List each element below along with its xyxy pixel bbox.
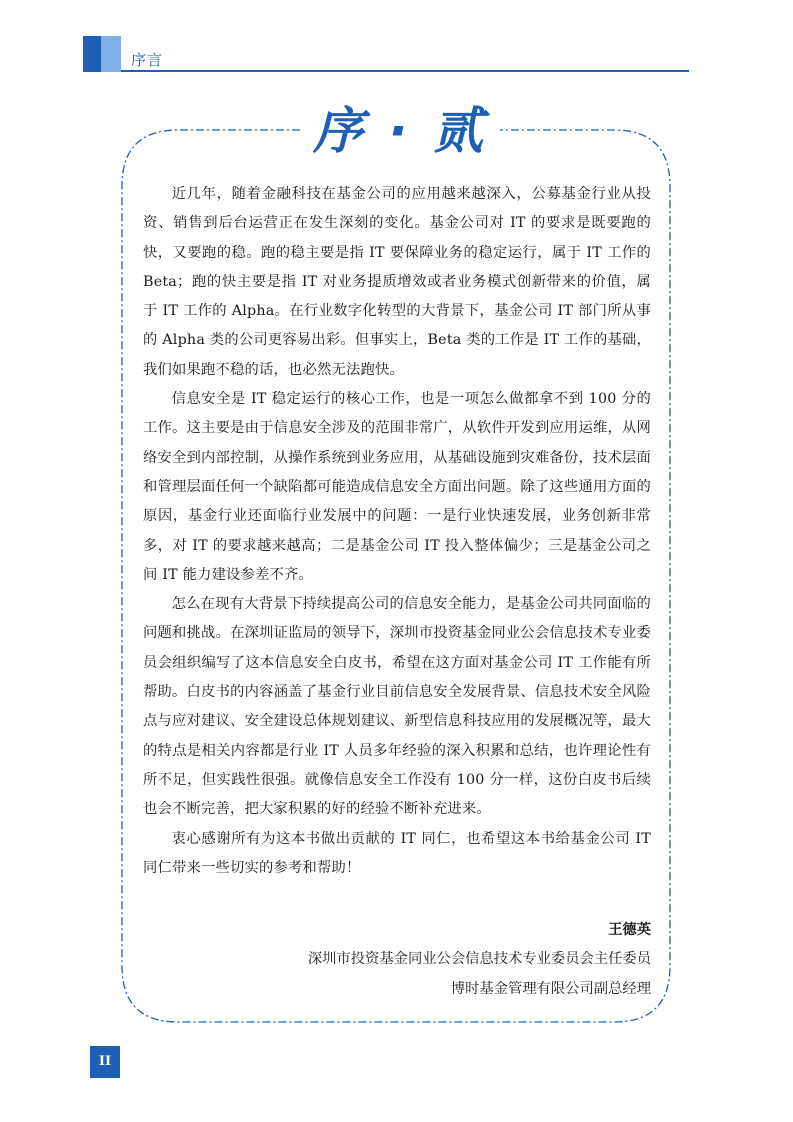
signature-title: 博时基金管理有限公司副总经理 [450, 980, 651, 997]
section-title: 序言 [131, 51, 164, 69]
signature-name: 王德英 [608, 922, 651, 938]
page-number: II [90, 1046, 120, 1078]
paragraph: 衷心感谢所有为这本书做出贡献的 IT 同仁，也希望这本书给基金公司 IT 同仁带来一些切实的参考和帮助！ [143, 830, 651, 876]
paragraph: 怎么在现有大背景下持续提高公司的信息安全能力，是基金公司共同面临的问题和挑战。在深圳证监局的领导下，深圳市投资基金同业公会信息技术专业委员会组织编写了这本信息安全白皮书，希望在这方面对基金公司 IT 工作能有所帮助。白皮书的内容涵盖了基金行业目前信息安全发展背景、信息技术安全风险点与应对建议、安全建设总体规划建议、新型信息科技应用的发展概况等，最大的特点是相关内容都是行业 IT 人员多年经验的深入积累和总结，也许理论性有所不足，但实践性很强。就像信息安全工作没有 100 分一样，这份白皮书后续也会不断完善，把大家积累的好的经验不断补充进来。 [143, 596, 651, 818]
signature-title: 深圳市投资基金同业公会信息技术专业委员会主任委员 [307, 951, 651, 968]
paragraph: 近几年，随着金融科技在基金公司的应用越来越深入，公募基金行业从投资、销售到后台运营正在发生深刻的变化。基金公司对 IT 的要求是既要跑的快，又要跑的稳。跑的稳主要是指 IT 要保障业务的稳定运行，属于 IT 工作的 Beta；跑的快主要是指 IT 对业务提质增效或者业务模式创新带来的价值，属于 IT 工作的 Alpha。在行业数字化转型的大背景下，基金公司 IT 部门所从事的 Alpha 类的公司更容易出彩。但事实上，Beta 类的工作是 IT 工作的基础，我们如果跑不稳的话，也必然无法跑快。 [143, 186, 651, 378]
paragraph: 信息安全是 IT 稳定运行的核心工作，也是一项怎么做都拿不到 100 分的工作。这主要是由于信息安全涉及的范围非常广，从软件开发到应用运维，从网络安全到内部控制，从操作系统到业务应用，从基础设施到灾难备份，技术层面和管理层面任何一个缺陷都可能造成信息安全方面出问题。除了这些通用方面的原因，基金行业还面临行业发展中的问题：一是行业快速发展，业务创新非常多，对 IT 的要求越来越高；二是基金公司 IT 投入整体偏少；三是基金公司之间 IT 能力建设参差不齐。 [143, 391, 651, 583]
signature-block [308, 916, 651, 1004]
preface-title: 序 · 贰 [313, 102, 487, 160]
preface-body [143, 180, 651, 883]
